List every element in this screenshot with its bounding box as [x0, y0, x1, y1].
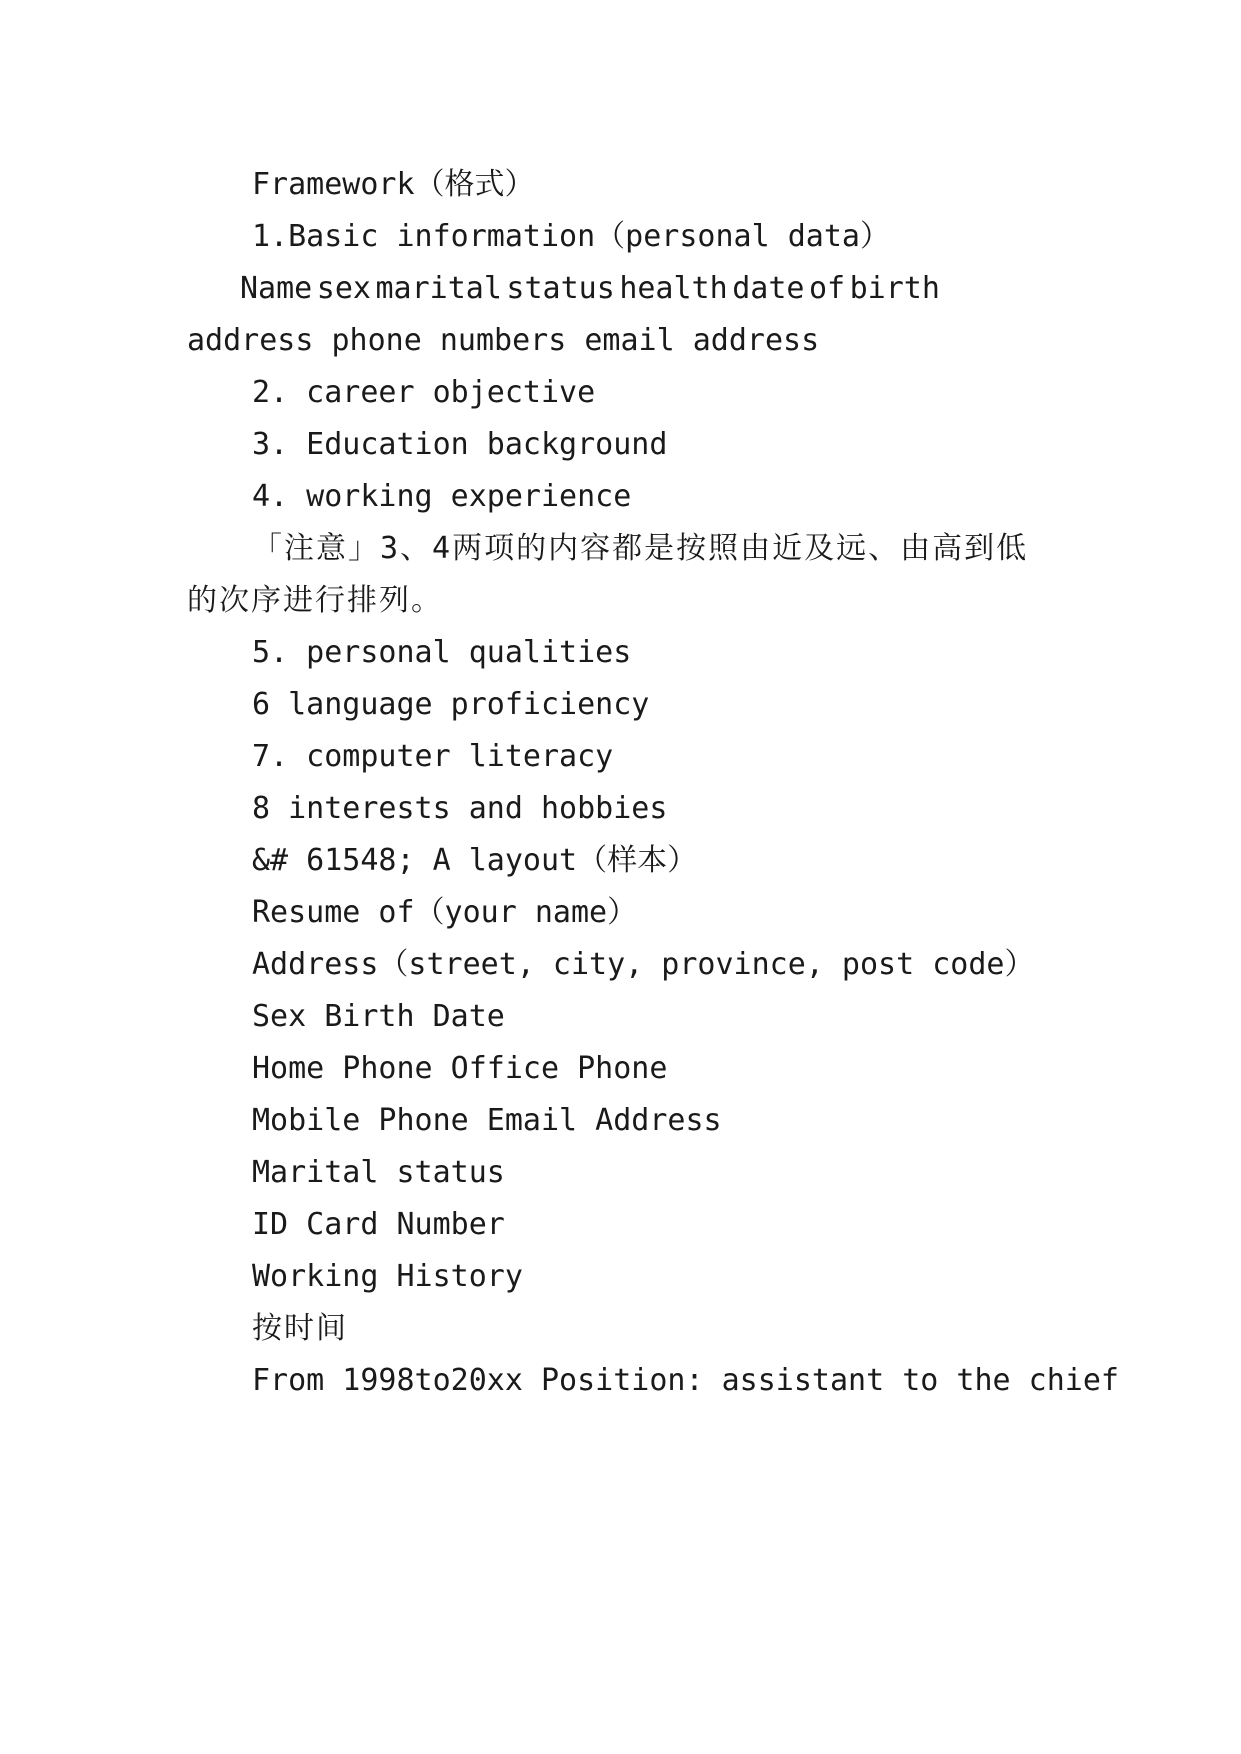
- field-word: Name: [240, 271, 313, 306]
- section-career-objective: 2. career objective: [252, 375, 596, 410]
- phone-line: Home Phone Office Phone: [252, 1051, 668, 1086]
- note-line-1: 「注意」3、4两项的内容都是按照由近及远、由高到低: [252, 531, 1029, 566]
- note-line-2: 的次序进行排列。: [187, 583, 443, 618]
- field-word: status: [506, 271, 615, 306]
- marital-status-line: Marital status: [252, 1155, 505, 1190]
- field-word: date: [732, 271, 805, 306]
- basic-info-fields-continued: address phone numbers email address: [187, 323, 820, 358]
- section-working-experience: 4. working experience: [252, 479, 632, 514]
- mobile-email-line: Mobile Phone Email Address: [252, 1103, 722, 1138]
- working-history-line: Working History: [252, 1259, 523, 1294]
- framework-heading: Framework（格式）: [252, 167, 535, 202]
- by-time-line: 按时间: [252, 1311, 348, 1346]
- field-word: health: [619, 271, 728, 306]
- section-education-background: 3. Education background: [252, 427, 668, 462]
- field-word: of: [808, 271, 846, 306]
- address-line: Address（street, city, province, post code）: [252, 947, 1035, 982]
- section-language-proficiency: 6 language proficiency: [252, 687, 650, 722]
- position-line: From 1998to20xx Position: assistant to the chief: [252, 1363, 1119, 1398]
- field-word: sex: [316, 271, 371, 306]
- section-personal-qualities: 5. personal qualities: [252, 635, 632, 670]
- basic-info-fields-row: [240, 269, 940, 309]
- layout-heading: &# 61548; A layout（样本）: [252, 843, 698, 878]
- sex-birth-date-line: Sex Birth Date: [252, 999, 505, 1034]
- resume-of-line: Resume of（your name）: [252, 895, 638, 930]
- field-word: birth: [849, 271, 940, 306]
- field-word: marital: [375, 271, 502, 306]
- id-card-line: ID Card Number: [252, 1207, 505, 1242]
- section-computer-literacy: 7. computer literacy: [252, 739, 614, 774]
- section-basic-information: 1.Basic information（personal data）: [252, 219, 890, 254]
- section-interests-hobbies: 8 interests and hobbies: [252, 791, 668, 826]
